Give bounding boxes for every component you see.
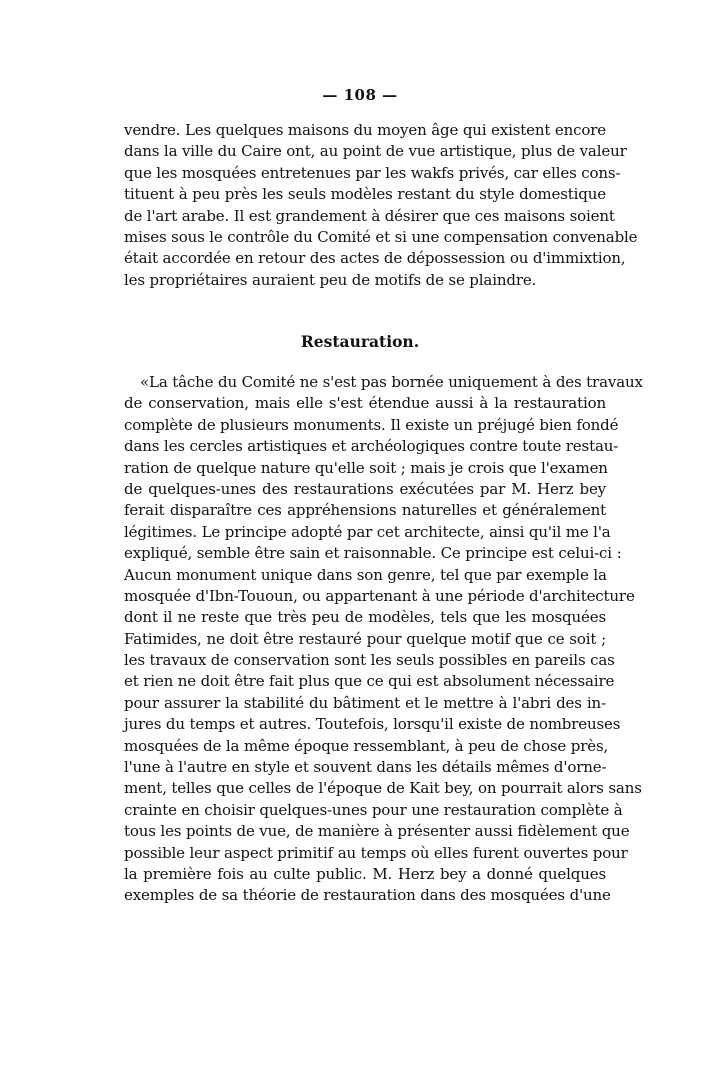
- text-line: était accordée en retour des actes de dépossession ou d'immixtion,: [124, 249, 626, 268]
- text-line: les travaux de conservation sont les seuls possibles en pareils cas: [124, 651, 615, 670]
- text-line: mosquées de la même époque ressemblant, à peu de chose près,: [124, 736, 609, 755]
- text-line: l'une à l'autre en style et souvent dans les détails mêmes d'orne-: [124, 758, 607, 777]
- text-line: mises sous le contrôle du Comité et si une compensation convenable: [124, 227, 638, 246]
- text-line: dont il ne reste que très peu de modèles, tels que les mosquées: [124, 608, 606, 627]
- text-line: vendre. Les quelques maisons du moyen âge qui existent encore: [124, 121, 607, 139]
- text-line: légitimes. Le principe adopté par cet architecte, ainsi qu'il me l'a: [124, 522, 611, 541]
- text-line: Fatimides, ne doit être restauré pour quelque motif que ce soit ;: [124, 629, 606, 648]
- text-line: complète de plusieurs monuments. Il existe un préjugé bien fondé: [124, 415, 619, 434]
- paragraph-2: [124, 372, 643, 907]
- text-line: ration de quelque nature qu'elle soit ; mais je crois que l'examen: [124, 458, 608, 477]
- text-line: tous les points de vue, de manière à présenter aussi fidèlement que: [124, 822, 630, 841]
- text-line: dans la ville du Caire ont, au point de vue artistique, plus de valeur: [124, 142, 627, 161]
- text-line: pour assurer la stabilité du bâtiment et le mettre à l'abri des in-: [124, 693, 606, 712]
- text-line: Aucun monument unique dans son genre, tel que par exemple la: [124, 565, 607, 584]
- page-number: — 108 —: [322, 86, 398, 104]
- text-line: «La tâche du Comité ne s'est pas bornée uniquement à des travaux: [140, 373, 643, 391]
- text-line: exemples de sa théorie de restauration dans des mosquées d'une: [124, 886, 611, 905]
- text-line: de quelques-unes des restaurations exécutées par M. Herz bey: [124, 479, 606, 498]
- text-line: que les mosquées entretenues par les wakfs privés, car elles cons-: [124, 163, 621, 182]
- text-line: expliqué, semble être sain et raisonnable. Ce principe est celui-ci :: [124, 544, 622, 563]
- paragraph-1: [124, 120, 638, 291]
- section-heading: Restauration.: [300, 332, 420, 351]
- text-line: crainte en choisir quelques-unes pour une restauration complète à: [124, 800, 623, 819]
- text-line: la première fois au culte public. M. Herz bey a donné quelques: [124, 864, 606, 883]
- text-line: dans les cercles artistiques et archéologiques contre toute restau-: [124, 437, 619, 456]
- text-line: possible leur aspect primitif au temps où elles furent ouvertes pour: [124, 843, 628, 862]
- text-line: ferait disparaître ces appréhensions naturelles et généralement: [124, 501, 606, 520]
- text-line: jures du temps et autres. Toutefois, lorsqu'il existe de nombreuses: [124, 715, 621, 734]
- text-line: les propriétaires auraient peu de motifs de se plaindre.: [124, 270, 537, 289]
- text-line: ment, telles que celles de l'époque de Kait bey, on pourrait alors sans: [124, 779, 642, 798]
- text-line: mosquée d'Ibn-Tououn, ou appartenant à une période d'architecture: [124, 586, 635, 605]
- text-line: de conservation, mais elle s'est étendue aussi à la restauration: [124, 394, 606, 413]
- text-line: tituent à peu près les seuls modèles restant du style domestique: [124, 185, 606, 204]
- text-line: et rien ne doit être fait plus que ce qui est absolument nécessaire: [124, 672, 615, 691]
- text-line: de l'art arabe. Il est grandement à désirer que ces maisons soient: [124, 206, 615, 225]
